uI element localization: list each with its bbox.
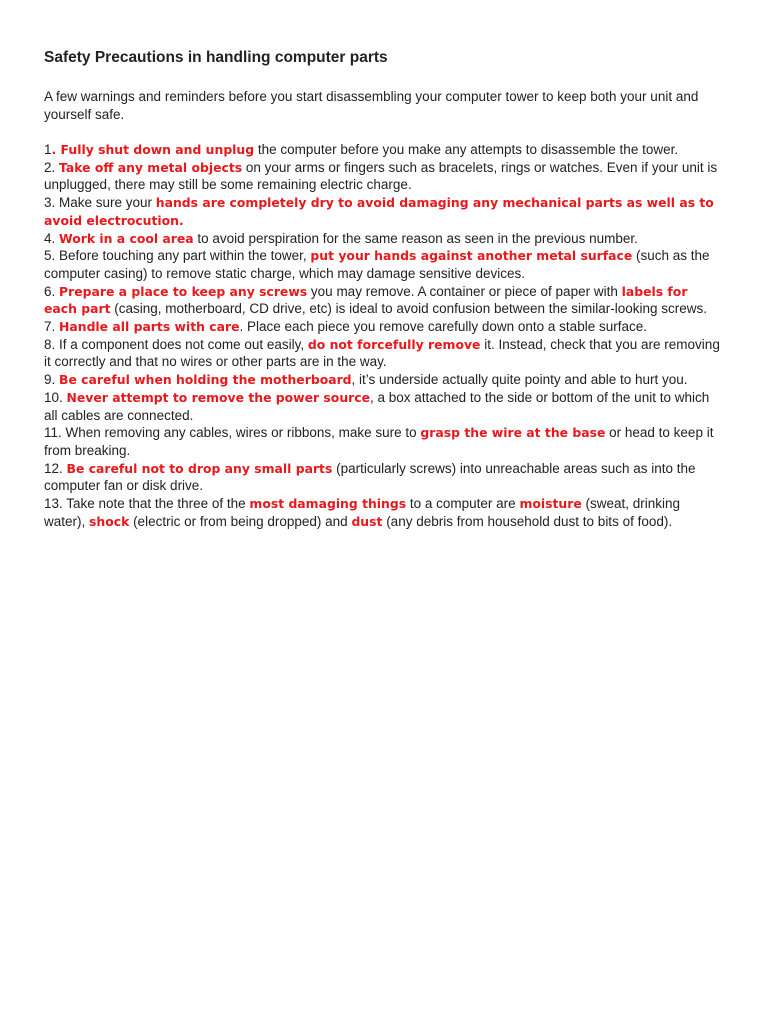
precaution-item xyxy=(44,159,724,194)
highlighted-text: Be careful when holding the motherboard xyxy=(59,372,352,388)
document-title: Safety Precautions in handling computer parts xyxy=(44,49,388,66)
highlighted-text: put your hands against another metal surface xyxy=(310,248,633,264)
highlighted-text: Never attempt to remove the power source xyxy=(66,389,371,405)
item-text: (any debris from household dust to bits of food). xyxy=(382,513,673,529)
item-text: 1 xyxy=(44,142,52,157)
highlighted-text: most damaging things xyxy=(249,496,407,512)
highlighted-text: Take off any metal objects xyxy=(59,159,243,175)
item-text: . Place each piece you remove carefully down onto a stable surface. xyxy=(239,319,647,335)
highlighted-text: moisture xyxy=(519,496,582,512)
highlighted-text: Work in a cool area xyxy=(59,230,194,246)
item-text: or head to keep it from breaking. xyxy=(44,425,714,458)
document-page xyxy=(44,48,724,530)
highlighted-text: dust xyxy=(351,513,383,529)
highlighted-text: Handle all parts with care xyxy=(59,319,240,335)
item-text: 3. Make sure your xyxy=(44,195,156,211)
highlighted-text: labels for each part xyxy=(44,283,688,317)
highlighted-text: Be careful not to drop any small parts xyxy=(66,460,333,476)
item-text: 11. When removing any cables, wires or ribbons, make sure to xyxy=(44,425,421,441)
item-text: (particularly screws) into unreachable areas such as into the computer fan or disk drive. xyxy=(44,460,696,494)
item-text: (sweat, drinking water), xyxy=(44,496,681,529)
highlighted-text: . Fully shut down and unplug xyxy=(51,142,255,157)
highlighted-text: grasp the wire at the base xyxy=(420,425,606,441)
item-text: on your arms or fingers such as bracelets, rings or watches. Even if your unit is unplugged, there may still be some remaining electric charge. xyxy=(44,159,718,193)
precaution-item xyxy=(44,283,724,318)
item-text: (casing, motherboard, CD drive, etc) is ideal to avoid confusion between the similar-looking screws. xyxy=(110,301,708,317)
item-text: the computer before you make any attempts to disassemble the tower. xyxy=(254,142,679,157)
precaution-item xyxy=(44,424,724,459)
precaution-item xyxy=(44,371,724,389)
item-text: , it’s underside actually quite pointy and able to hurt you. xyxy=(351,372,688,388)
precaution-item xyxy=(44,495,724,530)
precaution-item xyxy=(44,460,724,495)
highlighted-text: shock xyxy=(89,513,130,529)
precautions-list xyxy=(44,141,724,530)
item-text: 9. xyxy=(44,372,60,388)
precaution-item xyxy=(44,336,724,371)
item-text: (electric or from being dropped) and xyxy=(129,513,352,529)
item-text: to avoid perspiration for the same reason as seen in the previous number. xyxy=(193,230,638,246)
precaution-item xyxy=(44,230,724,248)
precaution-item xyxy=(44,194,724,229)
item-text: (such as the computer casing) to remove static charge, which may damage sensitive devices. xyxy=(44,248,710,281)
item-text: 2. xyxy=(44,159,60,175)
item-text: 4. xyxy=(44,230,60,246)
item-text: 10. xyxy=(44,389,67,405)
item-text: to a computer are xyxy=(406,496,520,512)
precaution-item xyxy=(44,318,724,336)
precaution-item xyxy=(44,247,724,282)
item-text: , a box attached to the side or bottom of the unit to which all cables are connected. xyxy=(44,389,710,423)
precaution-item xyxy=(44,141,724,159)
item-text: you may remove. A container or piece of paper with xyxy=(307,283,622,299)
item-text: 12. xyxy=(44,460,67,476)
item-text: 7. xyxy=(44,319,60,335)
item-text: 6. xyxy=(44,283,60,299)
item-text: 8. If a component does not come out easily, xyxy=(44,336,308,352)
highlighted-text: hands are completely dry to avoid damaging any mechanical parts as well as to avoid electrocution. xyxy=(44,195,714,228)
item-text: 13. Take note that the three of the xyxy=(44,496,250,512)
highlighted-text: do not forcefully remove xyxy=(307,336,481,352)
item-text: it. Instead, check that you are removing it correctly and that no wires or other parts are in the way. xyxy=(44,336,720,370)
item-text: 5. Before touching any part within the tower, xyxy=(44,248,311,264)
precaution-item xyxy=(44,389,724,424)
intro-paragraph: A few warnings and reminders before you start disassembling your computer tower to keep both your unit and yourself safe. xyxy=(44,89,699,122)
highlighted-text: Prepare a place to keep any screws xyxy=(59,283,308,299)
